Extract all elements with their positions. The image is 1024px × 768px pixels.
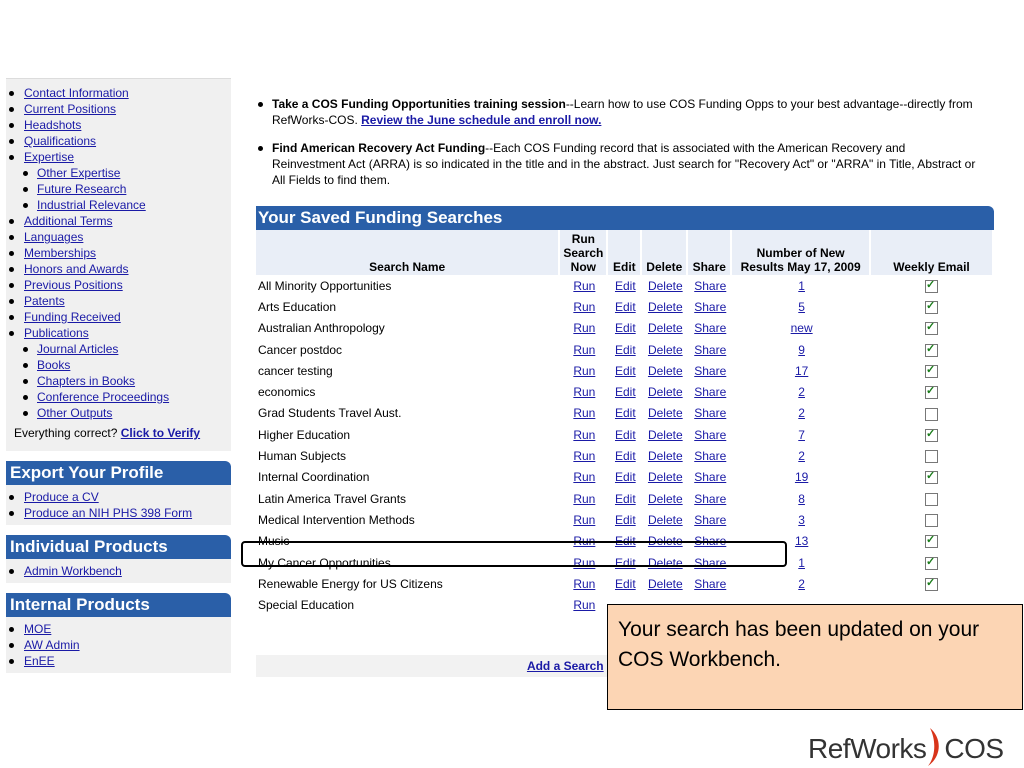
profile-nav-link[interactable]: Funding Received	[24, 310, 121, 324]
new-results-link[interactable]: 1	[798, 555, 805, 570]
individual-products-section	[6, 559, 231, 583]
left-sidebar	[6, 78, 231, 673]
delete-link[interactable]: Delete	[647, 321, 683, 336]
new-results-link[interactable]: 3	[798, 512, 805, 527]
enee-item	[6, 653, 231, 669]
run-link[interactable]: Run	[573, 491, 596, 506]
weekly-email-checkbox[interactable]	[925, 365, 938, 378]
profile-nav-link[interactable]: Industrial Relevance	[37, 198, 146, 212]
profile-nav-item	[6, 357, 231, 373]
run-link[interactable]: Run	[573, 321, 596, 336]
announcements	[256, 96, 976, 200]
profile-nav-link[interactable]: Current Positions	[24, 102, 117, 116]
profile-nav-item	[6, 101, 231, 117]
edit-link[interactable]: Edit	[614, 427, 636, 442]
search-name: Cancer postdoc	[258, 342, 343, 357]
search-row	[256, 573, 992, 594]
verify-link[interactable]: Click to Verify	[120, 426, 201, 440]
new-results-link[interactable]: 7	[798, 427, 805, 442]
delete-link[interactable]: Delete	[647, 449, 683, 464]
share-link[interactable]: Share	[694, 491, 727, 506]
search-name: Latin America Travel Grants	[258, 491, 407, 506]
new-results-link[interactable]: 17	[794, 363, 809, 378]
profile-nav-item	[6, 165, 231, 181]
profile-nav-item	[6, 245, 231, 261]
search-row	[256, 318, 992, 339]
search-name: Grad Students Travel Aust.	[258, 406, 402, 421]
search-row	[256, 296, 992, 317]
run-link[interactable]: Run	[573, 427, 596, 442]
edit-link[interactable]: Edit	[614, 406, 636, 421]
share-link[interactable]: Share	[694, 363, 727, 378]
run-link[interactable]: Run	[573, 470, 596, 485]
share-link[interactable]: Share	[694, 470, 727, 485]
profile-nav-link[interactable]: Expertise	[24, 150, 75, 164]
edit-link[interactable]: Edit	[614, 321, 636, 336]
share-link[interactable]: Share	[694, 449, 727, 464]
delete-link[interactable]: Delete	[647, 299, 683, 314]
run-link[interactable]: Run	[573, 299, 596, 314]
weekly-email-checkbox[interactable]	[925, 493, 938, 506]
share-link[interactable]: Share	[694, 512, 727, 527]
profile-nav-link[interactable]: Patents	[24, 294, 65, 308]
profile-nav-item	[6, 309, 231, 325]
search-row	[256, 275, 992, 296]
new-results-link[interactable]: 8	[798, 491, 805, 506]
col-new-results: Number of New Results May 17, 2009	[732, 230, 871, 275]
profile-nav-item	[6, 197, 231, 213]
new-results-link[interactable]: new	[790, 321, 813, 336]
share-link[interactable]: Share	[694, 427, 727, 442]
edit-link[interactable]: Edit	[614, 576, 636, 591]
profile-nav-link[interactable]: Other Outputs	[37, 406, 113, 420]
profile-nav-item	[6, 229, 231, 245]
search-row	[256, 339, 992, 360]
moe-item	[6, 621, 231, 637]
delete-link[interactable]: Delete	[647, 342, 683, 357]
profile-nav-link[interactable]: Memberships	[24, 246, 97, 260]
profile-nav	[6, 78, 231, 451]
delete-link[interactable]: Delete	[647, 427, 683, 442]
aw-admin-item	[6, 637, 231, 653]
logo-cos: COS	[944, 733, 1004, 764]
search-name: Human Subjects	[258, 449, 347, 464]
new-results-link[interactable]: 2	[798, 449, 805, 464]
new-results-link[interactable]: 5	[798, 299, 805, 314]
search-name: All Minority Opportunities	[258, 278, 392, 293]
profile-nav-link[interactable]: Other Expertise	[37, 166, 121, 180]
weekly-email-checkbox[interactable]	[925, 514, 938, 527]
search-row	[256, 509, 992, 530]
weekly-email-checkbox[interactable]	[925, 471, 938, 484]
new-results-link[interactable]: 19	[794, 470, 809, 485]
profile-nav-link[interactable]: Languages	[24, 230, 84, 244]
profile-nav-item	[6, 261, 231, 277]
delete-link[interactable]: Delete	[647, 534, 683, 549]
weekly-email-checkbox[interactable]	[925, 408, 938, 421]
delete-link[interactable]: Delete	[647, 278, 683, 293]
add-search-bar	[256, 655, 610, 677]
logo-refworks: RefWorks	[808, 733, 927, 764]
share-link[interactable]: Share	[694, 299, 727, 314]
profile-nav-link[interactable]: Journal Articles	[37, 342, 119, 356]
weekly-email-checkbox[interactable]	[925, 535, 938, 548]
delete-link[interactable]: Delete	[647, 512, 683, 527]
search-row	[256, 488, 992, 509]
profile-nav-item	[6, 325, 231, 341]
verify-text: Everything correct?	[14, 426, 118, 440]
profile-nav-link[interactable]: Books	[37, 358, 71, 372]
search-row	[256, 360, 992, 381]
edit-link[interactable]: Edit	[614, 342, 636, 357]
col-share: Share	[688, 230, 732, 275]
recovery-text: --Each COS Funding record that is associated with the American Recovery and Reinvestment Act (ARRA) is so indicated in the title and in the abstract. Just search for "Recovery Act" or "ARRA" in Title, Abstract or All Fields to find them.	[272, 141, 976, 187]
profile-nav-item	[6, 389, 231, 405]
export-profile-heading: Export Your Profile	[6, 461, 231, 485]
edit-link[interactable]: Edit	[614, 385, 636, 400]
edit-link[interactable]: Edit	[614, 449, 636, 464]
enee-link[interactable]: EnEE	[24, 654, 55, 668]
run-link[interactable]: Run	[573, 278, 596, 293]
individual-products-heading: Individual Products	[6, 535, 231, 559]
search-name: Special Education	[258, 598, 355, 613]
run-link[interactable]: Run	[573, 385, 596, 400]
weekly-email-checkbox[interactable]	[925, 280, 938, 293]
training-text: --Learn how to use COS Funding Opps to your best advantage--directly from RefWorks-COS.	[272, 97, 973, 127]
weekly-email-checkbox[interactable]	[925, 557, 938, 570]
weekly-email-checkbox[interactable]	[925, 344, 938, 357]
edit-link[interactable]: Edit	[614, 555, 636, 570]
refworks-cos-logo	[808, 726, 1004, 768]
profile-nav-item	[6, 133, 231, 149]
col-delete: Delete	[642, 230, 688, 275]
delete-link[interactable]: Delete	[647, 385, 683, 400]
share-link[interactable]: Share	[694, 406, 727, 421]
profile-nav-link[interactable]: Headshots	[24, 118, 82, 132]
new-results-link[interactable]: 1	[798, 278, 805, 293]
profile-nav-item	[6, 181, 231, 197]
delete-link[interactable]: Delete	[647, 470, 683, 485]
col-run-search: Run Search Now	[560, 230, 608, 275]
share-link[interactable]: Share	[694, 278, 727, 293]
internal-products-section	[6, 617, 231, 673]
search-row	[256, 424, 992, 445]
run-link[interactable]: Run	[573, 555, 596, 570]
music-row-highlight	[241, 541, 787, 567]
produce-nih-item	[6, 505, 231, 521]
profile-nav-item	[6, 85, 231, 101]
profile-nav-link[interactable]: Conference Proceedings	[37, 390, 170, 404]
share-link[interactable]: Share	[694, 534, 727, 549]
produce-cv-item	[6, 489, 231, 505]
add-search-link[interactable]: Add a Search	[526, 659, 604, 673]
produce-cv-link[interactable]: Produce a CV	[24, 490, 99, 504]
profile-nav-item	[6, 373, 231, 389]
profile-nav-item	[6, 277, 231, 293]
search-name: Renewable Energy for US Citizens	[258, 576, 443, 591]
profile-nav-link[interactable]: Previous Positions	[24, 278, 123, 292]
profile-nav-item	[6, 149, 231, 165]
weekly-email-checkbox[interactable]	[925, 450, 938, 463]
search-row	[256, 381, 992, 402]
edit-link[interactable]: Edit	[614, 534, 636, 549]
logo-swoosh-icon	[926, 726, 944, 768]
edit-link[interactable]: Edit	[614, 470, 636, 485]
weekly-email-checkbox[interactable]	[925, 301, 938, 314]
search-name: Medical Intervention Methods	[258, 512, 415, 527]
enroll-link[interactable]: Review the June schedule and enroll now.	[361, 113, 602, 127]
search-name: Internal Coordination	[258, 470, 370, 485]
run-link[interactable]: Run	[573, 534, 596, 549]
profile-nav-link[interactable]: Chapters in Books	[37, 374, 136, 388]
profile-nav-item	[6, 293, 231, 309]
new-results-link[interactable]: 2	[798, 576, 805, 591]
profile-nav-item	[6, 213, 231, 229]
weekly-email-checkbox[interactable]	[925, 386, 938, 399]
admin-workbench-item	[6, 563, 231, 579]
produce-nih-form-link[interactable]: Produce an NIH PHS 398 Form	[24, 506, 193, 520]
run-link[interactable]: Run	[573, 576, 596, 591]
weekly-email-checkbox[interactable]	[925, 322, 938, 335]
run-link[interactable]: Run	[573, 598, 596, 613]
search-name: Arts Education	[258, 299, 337, 314]
search-row	[256, 445, 992, 466]
profile-nav-link[interactable]: Honors and Awards	[24, 262, 129, 276]
edit-link[interactable]: Edit	[614, 512, 636, 527]
edit-link[interactable]: Edit	[614, 491, 636, 506]
col-search-name: Search Name	[256, 230, 560, 275]
recovery-act-announcement	[256, 140, 976, 188]
search-name: cancer testing	[258, 363, 333, 378]
profile-links-list	[6, 85, 231, 421]
share-link[interactable]: Share	[694, 342, 727, 357]
search-name: economics	[258, 385, 316, 400]
profile-nav-link[interactable]: Additional Terms	[24, 214, 113, 228]
search-name: My Cancer Opportunities	[258, 555, 391, 570]
profile-nav-item	[6, 341, 231, 357]
edit-link[interactable]: Edit	[614, 278, 636, 293]
profile-nav-link[interactable]: Contact Information	[24, 86, 129, 100]
share-link[interactable]: Share	[694, 385, 727, 400]
search-name: Australian Anthropology	[258, 321, 385, 336]
moe-link[interactable]: MOE	[24, 622, 52, 636]
search-row	[256, 403, 992, 424]
profile-nav-link[interactable]: Qualifications	[24, 134, 97, 148]
run-link[interactable]: Run	[573, 512, 596, 527]
search-name: Music	[258, 534, 290, 549]
update-callout: Your search has been updated on your COS Workbench.	[607, 604, 1023, 710]
share-link[interactable]: Share	[694, 576, 727, 591]
new-results-link[interactable]: 13	[794, 534, 809, 549]
internal-products-heading: Internal Products	[6, 593, 231, 617]
new-results-link[interactable]: 2	[798, 385, 805, 400]
weekly-email-checkbox[interactable]	[925, 429, 938, 442]
aw-admin-link[interactable]: AW Admin	[24, 638, 80, 652]
col-edit: Edit	[608, 230, 642, 275]
recovery-title: Find American Recovery Act Funding	[272, 141, 486, 155]
delete-link[interactable]: Delete	[647, 363, 683, 378]
profile-nav-item	[6, 117, 231, 133]
run-link[interactable]: Run	[573, 406, 596, 421]
export-profile-section	[6, 485, 231, 525]
weekly-email-checkbox[interactable]	[925, 578, 938, 591]
new-results-link[interactable]: 9	[798, 342, 805, 357]
delete-link[interactable]: Delete	[647, 491, 683, 506]
run-link[interactable]: Run	[573, 449, 596, 464]
saved-searches-heading: Your Saved Funding Searches	[256, 206, 994, 230]
profile-nav-item	[6, 405, 231, 421]
profile-nav-link[interactable]: Future Research	[37, 182, 127, 196]
profile-nav-link[interactable]: Publications	[24, 326, 89, 340]
delete-link[interactable]: Delete	[647, 555, 683, 570]
share-link[interactable]: Share	[694, 321, 727, 336]
search-row	[256, 467, 992, 488]
edit-link[interactable]: Edit	[614, 363, 636, 378]
run-link[interactable]: Run	[573, 342, 596, 357]
delete-link[interactable]: Delete	[647, 406, 683, 421]
new-results-link[interactable]: 2	[798, 406, 805, 421]
run-link[interactable]: Run	[573, 363, 596, 378]
search-name: Higher Education	[258, 427, 351, 442]
col-weekly-email: Weekly Email	[871, 230, 992, 275]
admin-workbench-link[interactable]: Admin Workbench	[24, 564, 122, 578]
training-title: Take a COS Funding Opportunities training session	[272, 97, 566, 111]
edit-link[interactable]: Edit	[614, 299, 636, 314]
share-link[interactable]: Share	[694, 555, 727, 570]
training-announcement	[256, 96, 976, 128]
delete-link[interactable]: Delete	[647, 576, 683, 591]
verify-row	[6, 421, 231, 445]
